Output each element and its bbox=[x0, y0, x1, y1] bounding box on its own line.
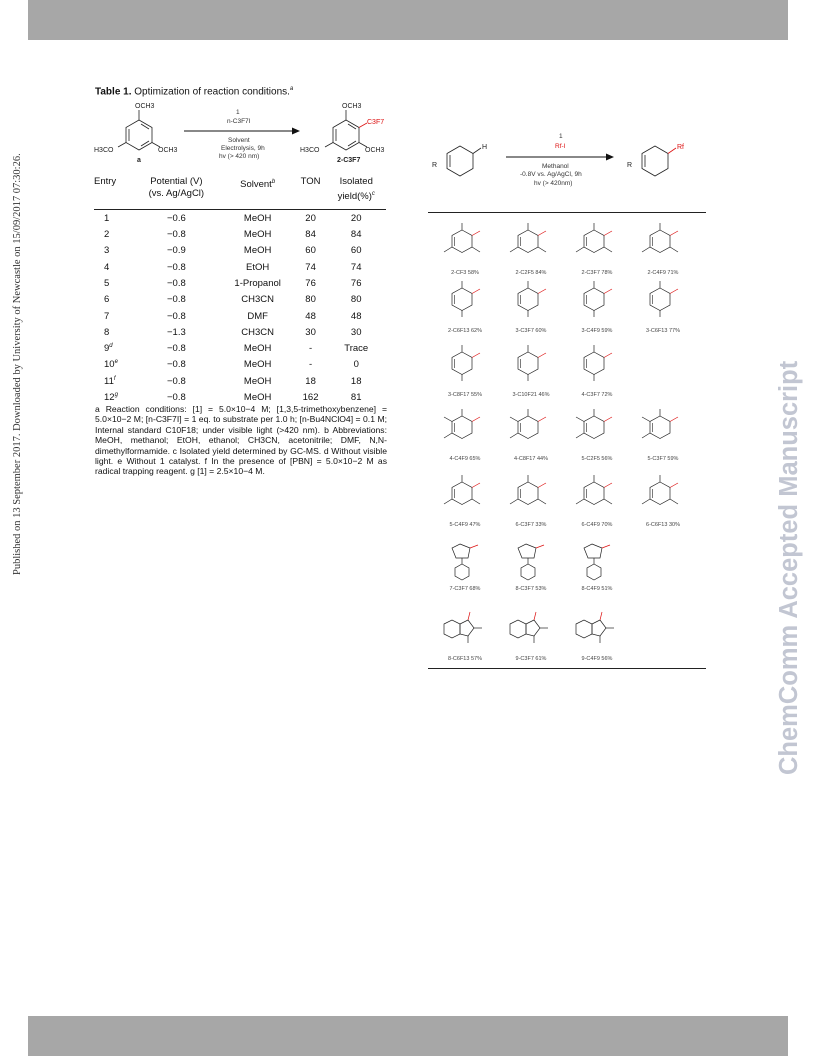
product-structure-item bbox=[430, 342, 500, 398]
svg-text:Methanol: Methanol bbox=[542, 163, 569, 170]
product-label: 2-CF3 58% bbox=[451, 270, 479, 276]
cell-entry: 11$^f$ bbox=[104, 375, 116, 387]
table-row bbox=[94, 243, 386, 259]
table-row bbox=[94, 275, 386, 291]
product-label: 9-C4F9 56% bbox=[581, 656, 613, 662]
scope-top-rule bbox=[428, 212, 706, 213]
col-entry: Entry bbox=[94, 176, 117, 187]
cell-potential: −0.6 bbox=[166, 212, 186, 224]
svg-text:2-C3F7: 2-C3F7 bbox=[337, 157, 361, 164]
substrate-scope-grid bbox=[428, 216, 708, 666]
product-molecule bbox=[562, 278, 632, 324]
cell-potential: −0.8 bbox=[166, 310, 186, 322]
top-header-bar bbox=[28, 0, 788, 40]
product-structure-item bbox=[430, 278, 500, 334]
svg-text:OCH3: OCH3 bbox=[365, 147, 385, 154]
svg-text:hv (> 420 nm): hv (> 420 nm) bbox=[219, 153, 260, 160]
product-label: 2-C6F13 62% bbox=[448, 328, 482, 334]
cell-potential: −0.8 bbox=[166, 392, 186, 404]
product-molecule bbox=[496, 220, 566, 266]
product-molecule bbox=[562, 536, 632, 582]
product-molecule bbox=[496, 342, 566, 388]
product-structure bbox=[325, 110, 367, 150]
product-label: 5-C4F9 47% bbox=[449, 522, 481, 528]
svg-text:R: R bbox=[432, 162, 438, 169]
product-label: 4-C3F7 72% bbox=[581, 392, 613, 398]
table-row bbox=[94, 373, 386, 389]
cell-entry: 9$^d$ bbox=[104, 343, 113, 355]
svg-text:hv (> 420nm): hv (> 420nm) bbox=[534, 180, 573, 187]
col-yield: Isolated yield(%)$^c$ bbox=[337, 176, 375, 203]
product-label: 3-C10F21 46% bbox=[512, 392, 550, 398]
product-label: 6-C3F7 33% bbox=[515, 522, 547, 528]
product-molecule bbox=[496, 406, 566, 452]
product-label: 8-C3F7 53% bbox=[515, 586, 547, 592]
product-molecule bbox=[430, 220, 500, 266]
product-label: 3-C4F9 59% bbox=[581, 328, 613, 334]
product-structure-item bbox=[496, 406, 566, 462]
product-molecule bbox=[628, 278, 698, 324]
product-molecule bbox=[562, 406, 632, 452]
cell-potential: −1.3 bbox=[166, 326, 186, 338]
product-structure-item bbox=[430, 220, 500, 276]
optimization-table bbox=[94, 176, 386, 406]
svg-text:R: R bbox=[627, 162, 633, 169]
cell-yield: 84 bbox=[350, 229, 362, 241]
product-molecule bbox=[430, 406, 500, 452]
table-caption: Table 1. Optimization of reaction conditions.$^a$ bbox=[95, 86, 294, 98]
cell-solvent: MeOH bbox=[243, 375, 272, 387]
svg-text:Rf: Rf bbox=[677, 144, 684, 151]
table-row bbox=[94, 226, 386, 242]
product-molecule bbox=[430, 536, 500, 582]
product-structure-item bbox=[496, 606, 566, 662]
scope-bottom-rule bbox=[428, 668, 706, 669]
product-label: 4-C8F17 44% bbox=[514, 456, 548, 462]
cell-potential: −0.8 bbox=[166, 277, 186, 289]
reaction-scheme-optimization bbox=[94, 100, 394, 175]
cell-yield: 48 bbox=[350, 310, 362, 322]
product-label: 8-C4F9 51% bbox=[581, 586, 613, 592]
product-molecule bbox=[496, 278, 566, 324]
product-molecule bbox=[562, 472, 632, 518]
product-label: 6-C6F13 30% bbox=[646, 522, 680, 528]
cell-solvent: MeOH bbox=[243, 343, 272, 355]
product-label: 8-C6F13 57% bbox=[448, 656, 482, 662]
svg-text:Rf-I: Rf-I bbox=[555, 143, 566, 150]
product-structure-item bbox=[562, 536, 632, 592]
col-potential: Potential (V) (vs. Ag/AgCl) bbox=[148, 176, 205, 199]
cell-yield: Trace bbox=[344, 343, 369, 355]
table-row bbox=[94, 308, 386, 324]
cell-entry: 8 bbox=[104, 326, 110, 338]
cell-potential: −0.8 bbox=[166, 294, 186, 306]
svg-text:OCH3: OCH3 bbox=[135, 103, 155, 110]
product-label: 6-C4F9 70% bbox=[581, 522, 613, 528]
product-label: 7-C3F7 68% bbox=[449, 586, 481, 592]
table-row bbox=[94, 210, 386, 226]
product-structure-item bbox=[496, 220, 566, 276]
product-molecule bbox=[562, 220, 632, 266]
product-structure-item bbox=[562, 406, 632, 462]
product-molecule bbox=[562, 342, 632, 388]
product-label: 2-C2F5 84% bbox=[515, 270, 547, 276]
svg-text:a: a bbox=[137, 157, 141, 164]
cell-entry: 10e bbox=[104, 359, 118, 371]
cell-ton: 18 bbox=[305, 375, 316, 387]
cell-solvent: 1-Propanol bbox=[234, 277, 281, 289]
product-label: 3-C8F17 55% bbox=[448, 392, 482, 398]
product-label: 5-C2F5 56% bbox=[581, 456, 613, 462]
cell-entry: 2 bbox=[104, 229, 110, 241]
cell-yield: 30 bbox=[350, 326, 362, 338]
product-molecule bbox=[496, 536, 566, 582]
col-solvent: Solvent$^b$ bbox=[240, 179, 276, 191]
substrate-structure bbox=[118, 110, 160, 150]
svg-text:n-C3F7I: n-C3F7I bbox=[227, 118, 251, 125]
cell-yield: 0 bbox=[353, 359, 359, 371]
cell-solvent: CH3CN bbox=[241, 326, 275, 338]
cell-potential: −0.8 bbox=[166, 343, 186, 355]
svg-text:OCH3: OCH3 bbox=[342, 103, 362, 110]
table-row bbox=[94, 259, 386, 275]
cell-ton: 60 bbox=[305, 245, 316, 257]
table-header-row bbox=[94, 176, 386, 210]
table-row bbox=[94, 324, 386, 340]
product-label: 4-C4F9 65% bbox=[449, 456, 481, 462]
svg-text:1: 1 bbox=[559, 133, 563, 140]
cell-solvent: MeOH bbox=[243, 229, 272, 241]
cell-ton: 20 bbox=[305, 212, 316, 224]
product-molecule bbox=[628, 220, 698, 266]
product-label: 2-C4F9 71% bbox=[647, 270, 679, 276]
cell-ton: 76 bbox=[305, 277, 316, 289]
product-label: 5-C3F7 59% bbox=[647, 456, 679, 462]
table-row bbox=[94, 357, 386, 373]
product-structure-item bbox=[628, 220, 698, 276]
product-molecule bbox=[430, 342, 500, 388]
cell-potential: −0.9 bbox=[166, 245, 186, 257]
product-label: 2-C3F7 78% bbox=[581, 270, 613, 276]
cell-entry: 4 bbox=[104, 261, 110, 273]
product-structure-item bbox=[562, 472, 632, 528]
cell-entry: 1 bbox=[104, 212, 110, 224]
svg-text:Electrolysis, 9h: Electrolysis, 9h bbox=[221, 145, 265, 152]
product-molecule bbox=[628, 472, 698, 518]
table-footnote: a Reaction conditions: [1] = 5.0×10−4 M; [1,3,5-trimethoxybenzene] = 5.0×10−2 M; [n-C3F7I] = 1 eq. to substrate per 1.0 h; [n-Bu4NClO4] = 0.1 M; Internal standard C10F18; under visible light (>420 nm). b Abbreviations: MeOH, methanol; EtOH, ethanol; CH3CN, acetonitrile; DMF, N,N-dimethylformamide. c Isolated yield determined by GC-MS. d Without visible light. e Without 1 catalyst. f In the presence of [PBN] = 5.0×10−2 M as radical trapping reagent. g [1] = 2.5×10−4 M. bbox=[95, 404, 387, 477]
cell-yield: 74 bbox=[350, 261, 362, 273]
product-structure-item bbox=[562, 342, 632, 398]
cell-yield: 60 bbox=[350, 245, 362, 257]
product-structure-item bbox=[496, 536, 566, 592]
cell-ton: 74 bbox=[305, 261, 316, 273]
svg-text:-0.8V vs. Ag/AgCl, 9h: -0.8V vs. Ag/AgCl, 9h bbox=[520, 171, 582, 178]
cell-potential: −0.8 bbox=[166, 359, 186, 371]
cell-yield: 18 bbox=[350, 375, 362, 387]
cell-solvent: MeOH bbox=[243, 359, 272, 371]
product-structure-item bbox=[628, 406, 698, 462]
cell-entry: 12$^g$ bbox=[104, 391, 118, 404]
svg-text:H: H bbox=[482, 144, 488, 151]
svg-text:C3F7: C3F7 bbox=[367, 119, 385, 126]
col-ton: TON bbox=[300, 176, 321, 187]
product-molecule bbox=[628, 406, 698, 452]
cell-solvent: MeOH bbox=[243, 212, 272, 224]
cell-yield: 81 bbox=[350, 392, 362, 404]
cell-solvent: CH3CN bbox=[241, 294, 275, 306]
product-structure-item bbox=[628, 472, 698, 528]
table-row bbox=[94, 292, 386, 308]
cell-potential: −0.8 bbox=[166, 261, 186, 273]
cell-solvent: EtOH bbox=[246, 261, 270, 273]
table-row bbox=[94, 341, 386, 357]
product-structure-item bbox=[496, 278, 566, 334]
product-label: 3-C6F13 77% bbox=[646, 328, 680, 334]
cell-entry: 5 bbox=[104, 278, 110, 290]
product-structure-item bbox=[496, 342, 566, 398]
cell-ton: 48 bbox=[305, 310, 316, 322]
cell-solvent: DMF bbox=[247, 310, 268, 322]
svg-text:H3CO: H3CO bbox=[300, 147, 320, 154]
cell-solvent: MeOH bbox=[243, 392, 272, 404]
cell-yield: 76 bbox=[350, 277, 362, 289]
cell-yield: 80 bbox=[350, 294, 362, 306]
reaction-scheme-general bbox=[430, 130, 710, 200]
cell-ton: 162 bbox=[302, 392, 319, 404]
cell-ton: - bbox=[308, 343, 313, 355]
cell-entry: 7 bbox=[104, 310, 110, 322]
product-label: 9-C3F7 61% bbox=[515, 656, 547, 662]
svg-text:Solvent: Solvent bbox=[228, 137, 250, 144]
product-structure-item bbox=[430, 606, 500, 662]
product-structure-item bbox=[430, 536, 500, 592]
product-structure-item bbox=[496, 472, 566, 528]
cell-ton: 80 bbox=[305, 294, 316, 306]
cell-ton: - bbox=[308, 359, 313, 371]
svg-text:H3CO: H3CO bbox=[94, 147, 114, 154]
cell-yield: 20 bbox=[350, 212, 362, 224]
product-molecule bbox=[496, 472, 566, 518]
product-molecule bbox=[562, 606, 632, 652]
product-structure-item bbox=[430, 406, 500, 462]
cell-potential: −0.8 bbox=[166, 229, 186, 241]
cell-solvent: MeOH bbox=[243, 245, 272, 257]
svg-text:OCH3: OCH3 bbox=[158, 147, 178, 154]
bottom-footer-bar bbox=[28, 1016, 788, 1056]
product-structure-item bbox=[628, 278, 698, 334]
cell-potential: −0.8 bbox=[166, 375, 186, 387]
cell-ton: 84 bbox=[305, 229, 316, 241]
svg-text:1: 1 bbox=[236, 109, 240, 116]
product-structure-item bbox=[562, 220, 632, 276]
product-structure-item bbox=[430, 472, 500, 528]
product-label: 3-C3F7 60% bbox=[515, 328, 547, 334]
product-molecule bbox=[430, 278, 500, 324]
cell-entry: 3 bbox=[104, 245, 110, 257]
product-structure-item bbox=[562, 278, 632, 334]
cell-ton: 30 bbox=[305, 326, 316, 338]
product-molecule bbox=[430, 606, 500, 652]
product-structure-item bbox=[562, 606, 632, 662]
product-molecule bbox=[496, 606, 566, 652]
product-molecule bbox=[430, 472, 500, 518]
cell-entry: 6 bbox=[104, 294, 110, 306]
